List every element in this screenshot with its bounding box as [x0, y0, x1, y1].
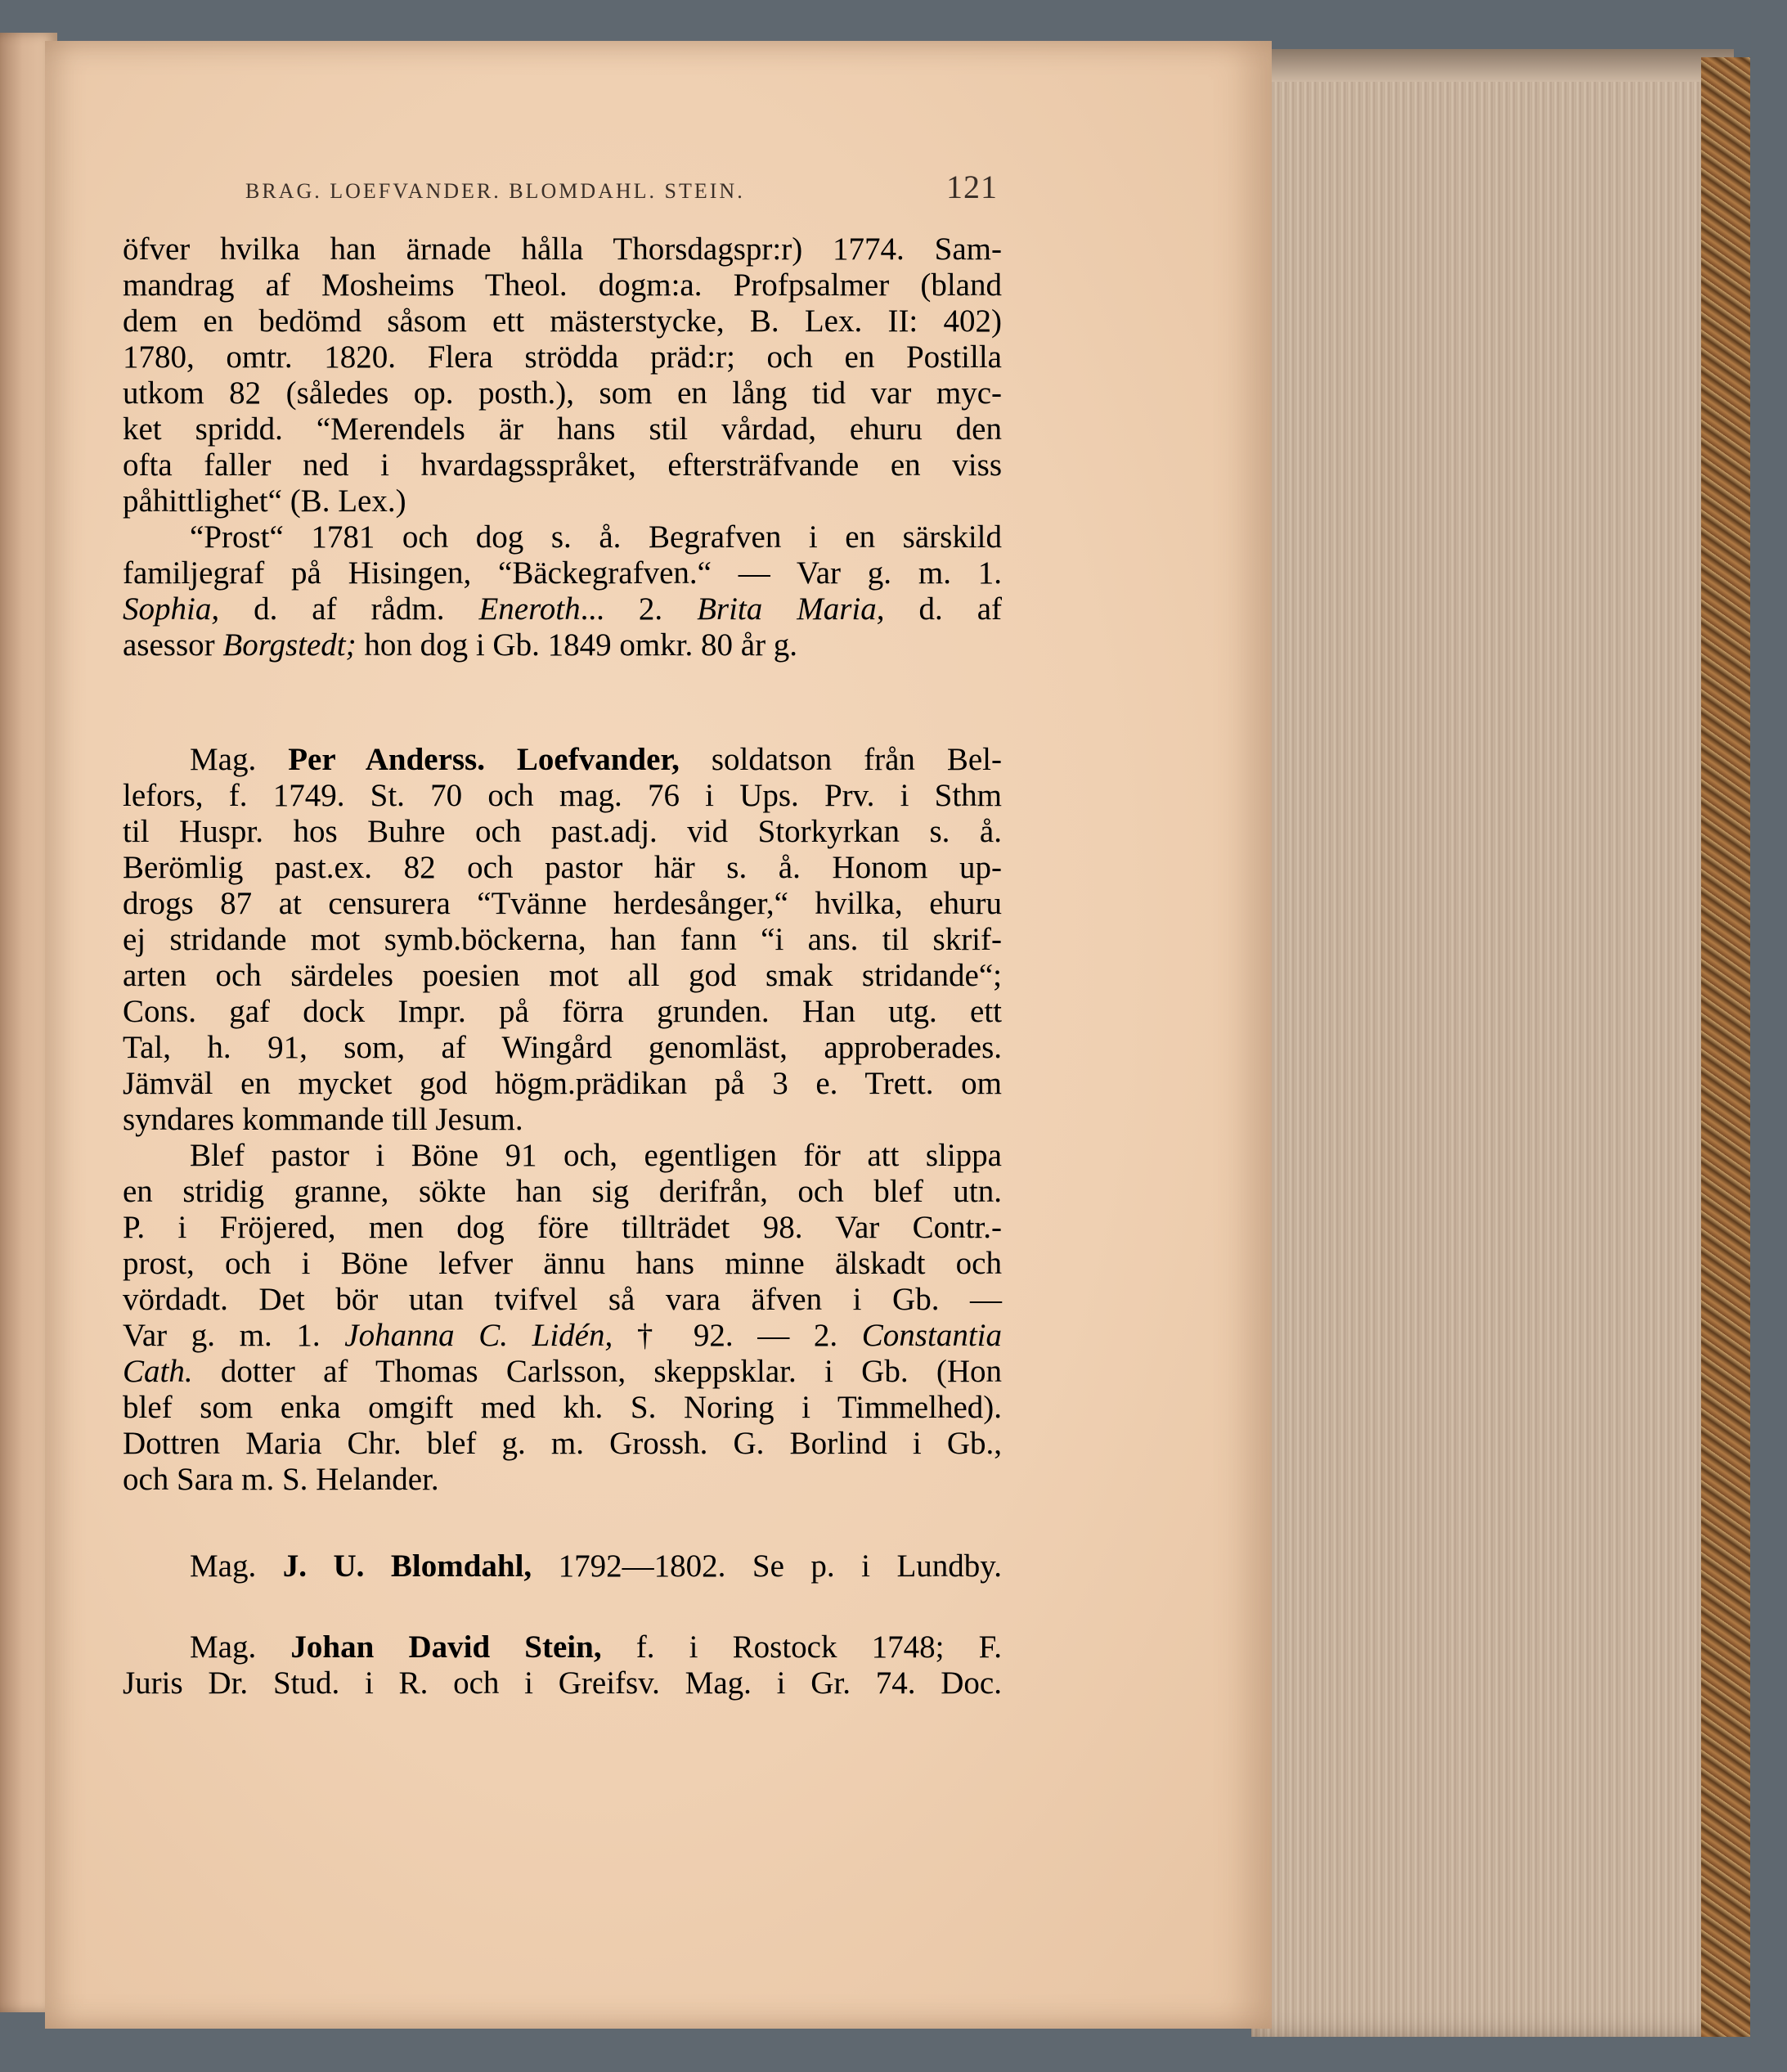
entry-heading-blomdahl	[123, 1548, 1002, 1584]
text-run: Mag.	[190, 1629, 291, 1665]
text-run: f. i Rostock 1748; F.	[601, 1629, 1002, 1665]
page-text	[123, 231, 1002, 1701]
text-run: d. af rådm.	[219, 591, 479, 627]
text-run: asessor	[123, 627, 223, 663]
text-line: ej stridande mot symb.böckerna, han fann “i ans. til skrif-	[123, 922, 1002, 957]
text-line	[123, 591, 1002, 627]
name-johanna-liden: Johanna C. Lidén,	[344, 1318, 613, 1353]
text-line: och Sara m. S. Helander.	[123, 1462, 439, 1497]
text-line: prost, och i Böne lefver ännu hans minne älskadt och	[123, 1246, 1002, 1281]
text-line: påhittlighet“ (B. Lex.)	[123, 483, 406, 519]
text-line	[123, 627, 1002, 663]
text-line	[123, 1354, 1002, 1390]
name-brita-maria: Brita Maria,	[697, 591, 885, 627]
text-line: syndares kommande till Jesum.	[123, 1102, 523, 1137]
text-run: † 92. — 2.	[613, 1318, 862, 1353]
text-line: Berömlig past.ex. 82 och pastor här s. å. Honom up-	[123, 850, 1002, 885]
name-borgstedt: Borgstedt;	[222, 627, 357, 663]
text-line: “Prost“ 1781 och dog s. å. Begrafven i en särskild	[190, 519, 1002, 555]
text-line: öfver hvilka han ärnade hålla Thorsdagspr:r) 1774. Sam-	[123, 231, 1002, 267]
text-line: familjegraf på Hisingen, “Bäckegrafven.“ — Var g. m. 1.	[123, 555, 1002, 591]
text-line: vördadt. Det bör utan tvifvel så vara äfven i Gb. —	[123, 1282, 1002, 1317]
text-run: Mag.	[190, 1548, 283, 1584]
page-number: 121	[946, 169, 998, 205]
text-run: d. af	[884, 591, 1002, 627]
running-head	[245, 168, 998, 210]
text-line: P. i Fröjered, men dog före tillträdet 98. Var Contr.-	[123, 1210, 1002, 1245]
entry-heading-stein	[123, 1629, 1002, 1665]
text-line: utkom 82 (således op. posth.), som en lång tid var myc-	[123, 375, 1002, 411]
text-run: 1792—1802. Se p. i Lundby.	[532, 1548, 1002, 1584]
text-line: drogs 87 at censurera “Tvänne herdesånger,“ hvilka, ehuru	[123, 886, 1002, 921]
text-line: Cons. gaf dock Impr. på förra grunden. Han utg. ett	[123, 994, 1002, 1029]
text-run: Mag.	[190, 742, 289, 777]
name-sophia: Sophia,	[123, 591, 220, 627]
text-line: blef som enka omgift med kh. S. Noring i Timmelhed).	[123, 1390, 1002, 1425]
text-line	[123, 1318, 1002, 1354]
text-line: til Huspr. hos Buhre och past.adj. vid Storkyrkan s. å.	[123, 814, 1002, 849]
entry-heading-loefvander	[123, 742, 1002, 778]
name-per-anderss-loefvander: Per Anderss. Loefvander,	[288, 742, 680, 777]
text-run: Var g. m. 1.	[123, 1318, 345, 1353]
text-line: arten och särdeles poesien mot all god smak stridande“;	[123, 958, 1002, 993]
name-blomdahl: J. U. Blomdahl,	[282, 1548, 532, 1584]
marbled-cover	[1701, 57, 1750, 2037]
name-johan-david-stein: Johan David Stein,	[290, 1629, 602, 1665]
text-run: soldatson från Bel-	[679, 742, 1002, 777]
running-head-text: BRAG. LOEFVANDER. BLOMDAHL. STEIN.	[245, 179, 745, 203]
name-eneroth: Eneroth	[478, 591, 581, 627]
text-line: Juris Dr. Stud. i R. och i Greifsv. Mag. i Gr. 74. Doc.	[123, 1665, 1002, 1701]
text-line: lefors, f. 1749. St. 70 och mag. 76 i Ups. Prv. i Sthm	[123, 778, 1002, 813]
text-run: ... 2.	[580, 591, 698, 627]
text-line: mandrag af Mosheims Theol. dogm:a. Profpsalmer (bland	[123, 267, 1002, 303]
text-line: Jämväl en mycket god högm.prädikan på 3 e. Trett. om	[123, 1066, 1002, 1101]
text-line: 1780, omtr. 1820. Flera strödda präd:r; och en Postilla	[123, 339, 1002, 375]
text-run: hon dog i Gb. 1849 omkr. 80 år g.	[356, 627, 798, 663]
page-block-top	[1251, 49, 1734, 82]
name-cath: Cath.	[123, 1354, 193, 1389]
text-line: Blef pastor i Böne 91 och, egentligen för att slippa	[190, 1138, 1002, 1173]
name-constantia: Constantia	[861, 1318, 1002, 1353]
text-line: ofta faller ned i hvardagsspråket, eftersträfvande en viss	[123, 447, 1002, 483]
text-line: Dottren Maria Chr. blef g. m. Grossh. G. Borlind i Gb.,	[123, 1426, 1002, 1461]
page-block-edges	[1251, 49, 1734, 2037]
text-line: ket spridd. “Merendels är hans stil vårdad, ehuru den	[123, 411, 1002, 447]
text-line: dem en bedömd såsom ett mästerstycke, B. Lex. II: 402)	[123, 303, 1002, 339]
text-line: Tal, h. 91, som, af Wingård genomläst, approberades.	[123, 1030, 1002, 1065]
text-line: en stridig granne, sökte han sig derifrån, och blef utn.	[123, 1174, 1002, 1209]
text-run: dotter af Thomas Carlsson, skeppsklar. i Gb. (Hon	[192, 1354, 1002, 1389]
